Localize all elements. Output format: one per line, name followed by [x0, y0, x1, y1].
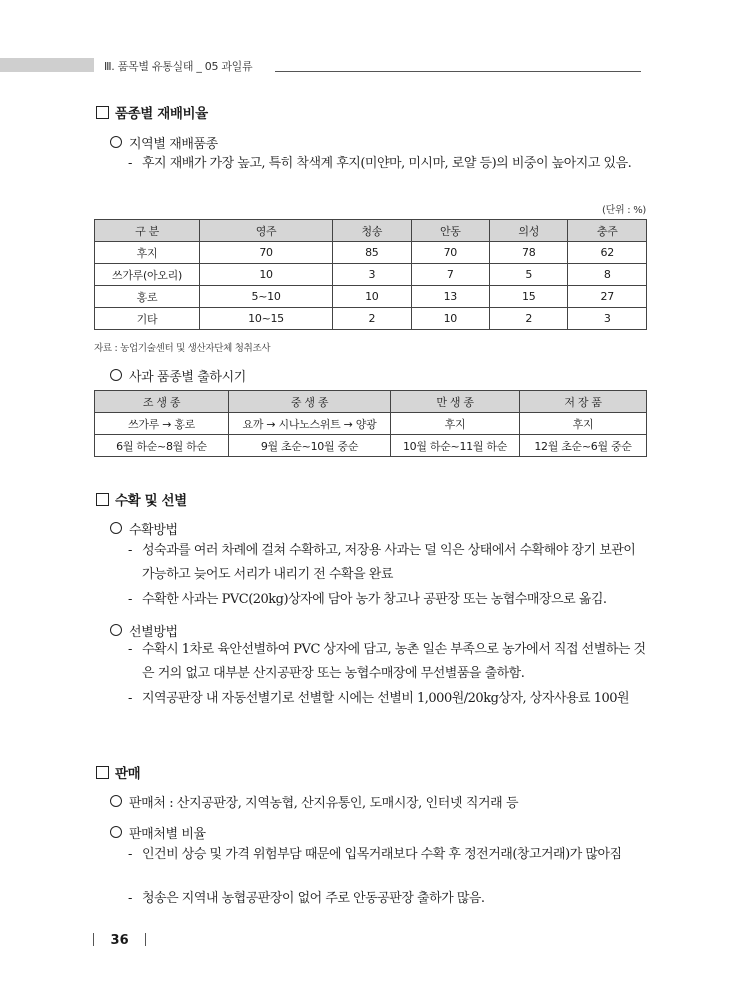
table-header: 청송: [333, 220, 411, 242]
subsection-title: 수확방법: [129, 523, 178, 538]
dash-item: [128, 843, 648, 867]
separator: [93, 933, 94, 946]
table-row: [95, 413, 647, 435]
separator: [145, 933, 146, 946]
circle-bullet-icon: [110, 624, 122, 636]
table-cell: 13: [411, 286, 489, 308]
subsection-heading: [110, 366, 246, 385]
dash-icon: -: [128, 891, 132, 906]
circle-bullet-icon: [110, 369, 122, 381]
table-cell: 후지: [95, 242, 200, 264]
table-cell: 9월 초순~10월 중순: [229, 435, 391, 457]
table-cell: 70: [200, 242, 333, 264]
dash-icon: -: [128, 847, 132, 862]
square-bullet-icon: [96, 493, 109, 506]
table-row: [95, 242, 647, 264]
table-row: [95, 308, 647, 330]
table-cell: 10: [411, 308, 489, 330]
table-cell: 기타: [95, 308, 200, 330]
table-cell: 요까 → 시나노스위트 → 양광: [229, 413, 391, 435]
dash-icon: -: [128, 691, 132, 706]
dash-text: 인건비 상승 및 가격 위험부담 때문에 입목거래보다 수확 후 정전거래(창고거래)가 많아짐: [142, 847, 622, 862]
dash-item: [128, 588, 648, 612]
dash-text: 성숙과를 여러 차례에 걸쳐 수확하고, 저장용 사과는 덜 익은 상태에서 수확해야 장기 보관이 가능하고 늦어도 서리가 내리기 전 수확을 완료: [142, 543, 636, 582]
running-title: Ⅲ. 품목별 유통실태 _ 05 과일류: [104, 60, 253, 73]
dash-icon: -: [128, 592, 132, 607]
subsection-heading: [110, 823, 206, 842]
table-cell: 85: [333, 242, 411, 264]
table-cell: 2: [490, 308, 568, 330]
header-rule: [275, 71, 641, 72]
page-number: 36: [110, 933, 129, 948]
table-cell: 8: [568, 264, 647, 286]
section-title: 판매: [115, 766, 141, 782]
dash-text: 후지 재배가 가장 높고, 특히 착색계 후지(미얀마, 미시마, 로얄 등)의 비중이 높아지고 있음.: [142, 156, 632, 171]
section-title: 수확 및 선별: [115, 493, 187, 509]
subsection-title: 판매처 : 산지공판장, 지역농협, 산지유통인, 도매시장, 인터넷 직거래 등: [129, 796, 519, 811]
circle-bullet-icon: [110, 826, 122, 838]
shipping-season-table: [94, 390, 647, 457]
unit-label: (단위 : %): [602, 205, 646, 216]
table-cell: 7: [411, 264, 489, 286]
table-cell: 78: [490, 242, 568, 264]
table-header: 중 생 종: [229, 391, 391, 413]
region-variety-table: [94, 219, 647, 330]
table-header: 구 분: [95, 220, 200, 242]
table-cell: 10: [333, 286, 411, 308]
table-row: [95, 264, 647, 286]
header-bar: [0, 58, 94, 72]
table-header: 저 장 품: [520, 391, 647, 413]
circle-bullet-icon: [110, 795, 122, 807]
dash-text: 수확시 1차로 육안선별하여 PVC 상자에 담고, 농촌 일손 부족으로 농가에서 직접 선별하는 것은 거의 없고 대부분 산지공판장 또는 농협수매장에 무선별품을 출하함.: [142, 642, 646, 681]
dash-item: [128, 687, 648, 711]
table-row: [95, 435, 647, 457]
subsection-heading: [110, 792, 518, 811]
square-bullet-icon: [96, 106, 109, 119]
subsection-title: 판매처별 비율: [129, 827, 206, 842]
dash-item: [128, 152, 648, 176]
table-row: [95, 286, 647, 308]
section-title: 품종별 재배비율: [115, 106, 208, 122]
section-heading: [96, 489, 187, 509]
table-header: 안동: [411, 220, 489, 242]
subsection-title: 사과 품종별 출하시기: [129, 370, 246, 385]
table-cell: 10~15: [200, 308, 333, 330]
table-cell: 쓰가루 → 홍로: [95, 413, 229, 435]
dash-item: [128, 539, 648, 587]
circle-bullet-icon: [110, 522, 122, 534]
dash-item: [128, 638, 648, 686]
table-cell: 5~10: [200, 286, 333, 308]
dash-text: 수확한 사과는 PVC(20kg)상자에 담아 농가 창고나 공판장 또는 농협수매장으로 옮김.: [142, 592, 607, 607]
table-cell: 62: [568, 242, 647, 264]
table-cell: 10: [200, 264, 333, 286]
circle-bullet-icon: [110, 136, 122, 148]
table-cell: 쓰가루(아오리): [95, 264, 200, 286]
dash-icon: -: [128, 642, 132, 657]
table-cell: 5: [490, 264, 568, 286]
section-heading: [96, 762, 140, 782]
subsection-title: 지역별 재배품종: [129, 137, 218, 152]
table-cell: 12월 초순~6월 중순: [520, 435, 647, 457]
table-cell: 2: [333, 308, 411, 330]
dash-icon: -: [128, 543, 132, 558]
square-bullet-icon: [96, 766, 109, 779]
dash-icon: -: [128, 156, 132, 171]
table-header: 의성: [490, 220, 568, 242]
table-cell: 홍로: [95, 286, 200, 308]
table-cell: 70: [411, 242, 489, 264]
table-cell: 10월 하순~11월 하순: [391, 435, 520, 457]
section-heading: [96, 102, 208, 122]
dash-text: 지역공판장 내 자동선별기로 선별할 시에는 선별비 1,000원/20kg상자, 상자사용료 100원: [142, 691, 630, 706]
table-source: 자료 : 농업기술센터 및 생산자단체 청취조사: [94, 343, 271, 354]
subsection-title: 선별방법: [129, 625, 178, 640]
table-cell: 3: [333, 264, 411, 286]
table-header: 충주: [568, 220, 647, 242]
table-cell: 후지: [520, 413, 647, 435]
dash-text: 청송은 지역내 농협공판장이 없어 주로 안동공판장 출하가 많음.: [142, 891, 485, 906]
table-cell: 6월 하순~8월 하순: [95, 435, 229, 457]
table-cell: 3: [568, 308, 647, 330]
table-cell: 후지: [391, 413, 520, 435]
dash-item: [128, 887, 648, 911]
page-footer: [93, 933, 146, 948]
table-cell: 27: [568, 286, 647, 308]
subsection-heading: [110, 133, 218, 152]
table-cell: 15: [490, 286, 568, 308]
table-header: 만 생 종: [391, 391, 520, 413]
table-header: 조 생 종: [95, 391, 229, 413]
table-header: 영주: [200, 220, 333, 242]
subsection-heading: [110, 519, 178, 538]
